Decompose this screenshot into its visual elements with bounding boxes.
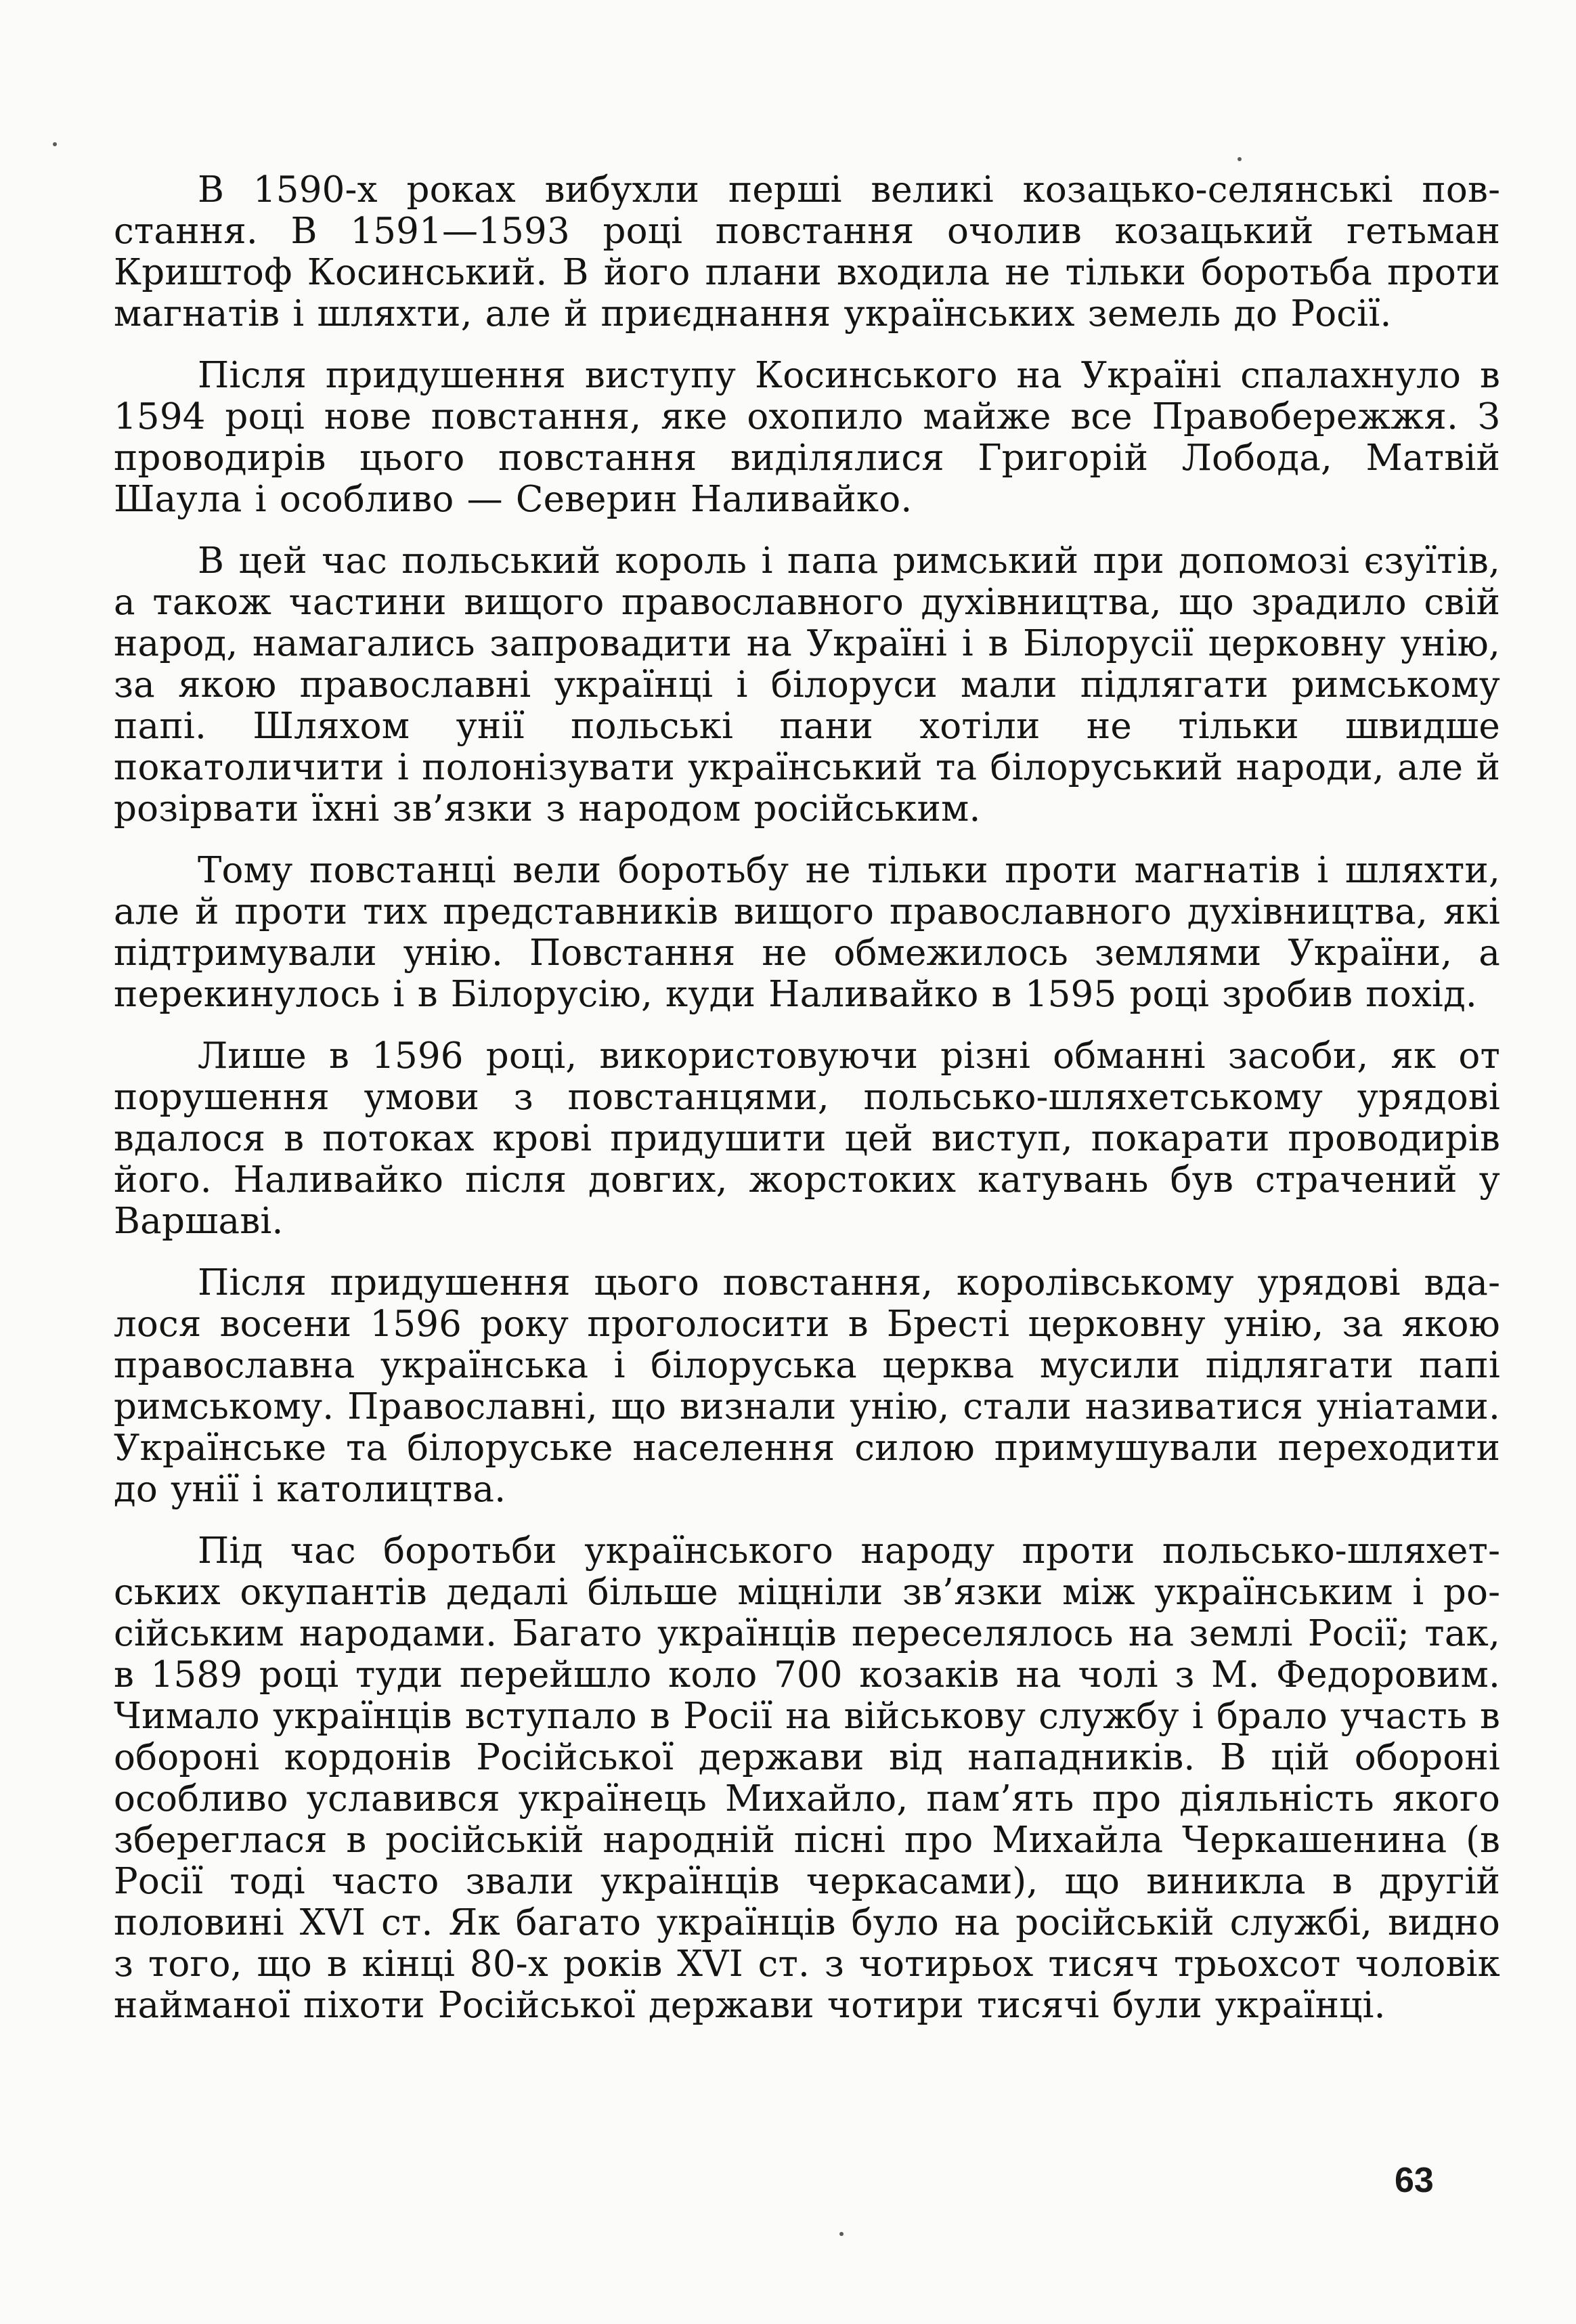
- paragraph-5: Лише в 1596 році, використовуючи різні обманні засоби, як от порушення умови з повстанцями, польсько-шляхетському урядові вдалося в потоках крові придушити цей виступ, покарати проводирів його. Наливайко після довгих, жорстоких катувань був страчений у Варшаві.: [114, 1035, 1500, 1242]
- paragraph-6: Після придушення цього повстання, королівському урядові вдалося восени 1596 року проголосити в Бресті церковну унію, за якою православна українська і білоруська церква мусили підлягати папі римському. Православні, що визнали унію, стали називатися уніатами. Українське та білоруське населення силою примушували переходити до унії і католицтва.: [114, 1262, 1500, 1510]
- print-speck: [1238, 157, 1242, 161]
- print-speck: [839, 2232, 844, 2236]
- print-speck: [53, 142, 57, 146]
- paragraph-1: В 1590-х роках вибухли перші великі козацько-селянські повстання. В 1591—1593 році повстання очолив козацький гетьман Криштоф Косинський. В його плани входила не тільки боротьба проти магнатів і шляхти, але й приєднання українських земель до Росії.: [114, 169, 1500, 335]
- page-number: 63: [1395, 2161, 1434, 2200]
- paragraph-7: Під час боротьби українського народу проти польсько-шляхетських окупантів дедалі більше міцніли зв’язки між українським і російським народами. Багато українців переселялось на землі Росії; так, в 1589 році туди перейшло коло 700 козаків на чолі з М. Федоровим. Чимало українців вступало в Росії на військову службу і брало участь в обороні кордонів Російської держави від нападників. В цій обороні особливо уславився українець Михайло, пам’ять про діяльність якого збереглася в російській народній пісні про Михайла Черкашенина (в Росії тоді часто звали українців черкасами), що виникла в другій половині XVI ст. Як багато українців було на російській службі, видно з того, що в кінці 80-х років XVI ст. з чотирьох тисяч трьохсот чоловік найманої піхоти Російської держави чотири тисячі були українці.: [114, 1530, 1501, 2026]
- paragraph-4: Тому повстанці вели боротьбу не тільки проти магнатів і шляхти, але й проти тих представників вищого православного духівництва, які підтримували унію. Повстання не обмежилось землями України, а перекинулось і в Білорусію, куди Наливайко в 1595 році зробив похід.: [114, 850, 1500, 1015]
- text-column: [114, 169, 1500, 2046]
- paragraph-3: В цей час польський король і папа римський при допомозі єзуїтів, а також частини вищого православного духівництва, що зрадило свій народ, намагались запровадити на Україні і в Білорусії церковну унію, за якою православні українці і білоруси мали підлягати римському папі. Шляхом унії польські пани хотіли не тільки швидше покатоличити і полонізувати український та білоруський народи, але й розірвати їхні зв’язки з народом російським.: [114, 540, 1500, 830]
- paragraph-2: Після придушення виступу Косинського на Україні спалахнуло в 1594 році нове повстання, яке охопило майже все Правобережжя. З проводирів цього повстання виділялися Григорій Лобода, Матвій Шаула і особливо — Северин Наливайко.: [114, 355, 1500, 520]
